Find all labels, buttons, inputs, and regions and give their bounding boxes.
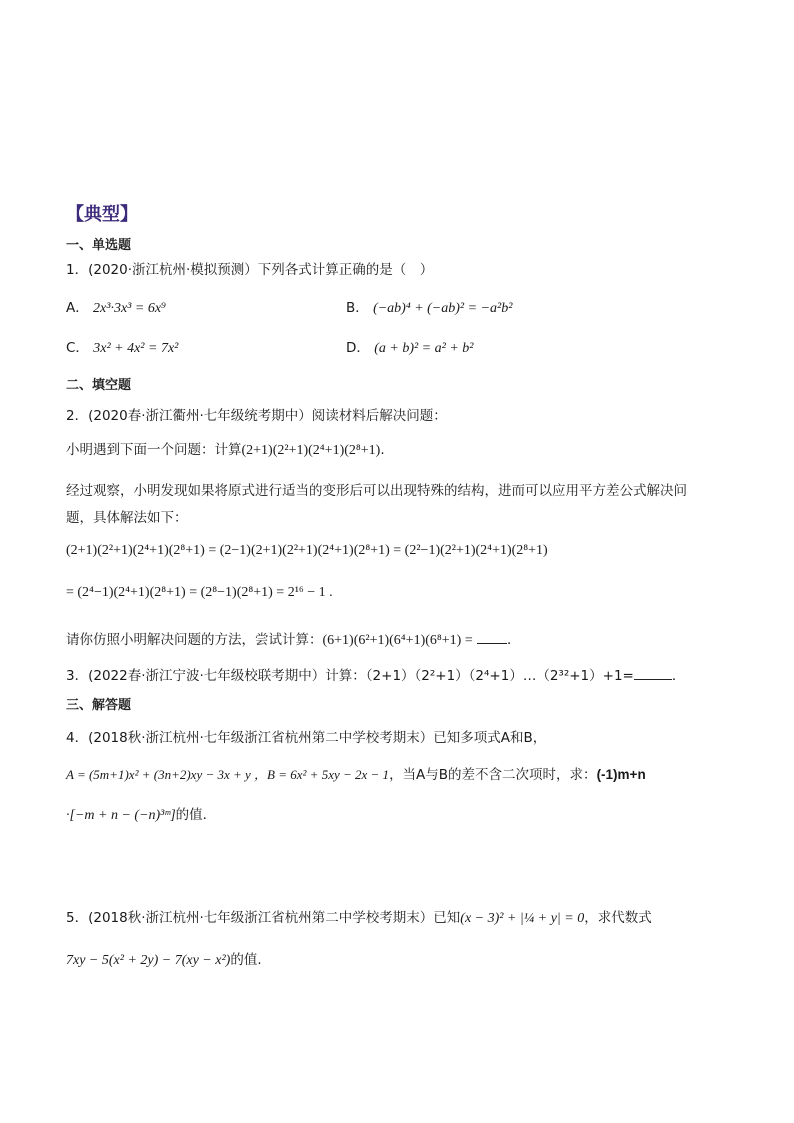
q1-option-a[interactable] bbox=[66, 296, 166, 317]
option-expression: 3x² + 4x² = 7x² bbox=[93, 341, 179, 356]
q3-answer-blank[interactable] bbox=[634, 665, 672, 680]
q1-option-d[interactable] bbox=[346, 336, 473, 357]
question-5 bbox=[66, 906, 652, 927]
q4-bracket-expression: ·[−m + n − (−n)³ᵐ] bbox=[66, 808, 176, 823]
q5-algebraic-expression: 7xy − 5(x² + 2y) − 7(xy − x²) bbox=[66, 953, 231, 968]
q4-end-text: 的值． bbox=[175, 807, 217, 823]
q4-line-3 bbox=[66, 803, 216, 824]
option-expression: 2x³·3x³ = 6x⁹ bbox=[93, 301, 166, 316]
q3-end: ． bbox=[671, 668, 686, 684]
question-3-stem: 3．(2022春·浙江宁波·七年级校联考期中）计算：（2+1）（2²+1）（2⁴+1）…（2³²+1）+1= bbox=[66, 668, 634, 684]
option-expression: (−ab)⁴ + (−ab)² = −a²b² bbox=[373, 301, 513, 316]
q5-line-2 bbox=[66, 948, 262, 969]
section-answer: 三、解答题 bbox=[66, 698, 132, 713]
q2-paragraph-line-2: 题，具体解法如下： bbox=[66, 510, 188, 526]
q5-condition-expression: (x − 3)² + |¼ + y| = 0 bbox=[460, 911, 585, 926]
q5-stem-end: ，求代数式 bbox=[584, 910, 652, 926]
question-3 bbox=[66, 664, 685, 684]
q2-paragraph-line-1: 经过观察，小明发现如果将原式进行适当的变形后可以出现特殊的结构，进而可以应用平方差公式解决问 bbox=[66, 483, 687, 499]
q2-equation-line-2: = (2⁴−1)(2⁴+1)(2⁸+1) = (2⁸−1)(2⁸+1) = 2¹⁶ − 1 . bbox=[66, 585, 333, 600]
section-single-choice: 一、单选题 bbox=[66, 238, 132, 253]
q2-intro-expression: (2+1)(2²+1)(2⁴+1)(2⁸+1) bbox=[241, 443, 381, 458]
section-fill-blank: 二、填空题 bbox=[66, 378, 132, 393]
question-2-stem: 2．(2020春·浙江衢州·七年级统考期中）阅读材料后解决问题： bbox=[66, 408, 447, 424]
question-5-stem: 5．(2018秋·浙江杭州·七年级浙江省杭州第二中学校考期末）已知 bbox=[66, 910, 461, 926]
option-label: B． bbox=[346, 300, 369, 316]
q2-task-text: 请你仿照小明解决问题的方法，尝试计算： bbox=[66, 632, 323, 648]
q1-option-b[interactable] bbox=[346, 296, 512, 317]
q4-line-2 bbox=[66, 763, 646, 783]
q2-task-end: ． bbox=[507, 632, 521, 648]
option-label: D． bbox=[346, 340, 370, 356]
q2-answer-blank[interactable] bbox=[477, 629, 507, 644]
q4-bold-expression: (-1)m+n bbox=[596, 767, 646, 782]
q2-task-expression: (6+1)(6²+1)(6⁴+1)(6⁸+1) = bbox=[322, 633, 473, 648]
q2-intro bbox=[66, 438, 385, 459]
q4-condition-text: ，当A与B的差不含二次项时，求： bbox=[389, 767, 597, 783]
page-heading: 【典型】 bbox=[66, 204, 138, 225]
question-1-stem: 1．(2020·浙江杭州·模拟预测）下列各式计算正确的是（ ） bbox=[66, 262, 434, 278]
option-expression: (a + b)² = a² + b² bbox=[374, 341, 474, 356]
q5-end-text: 的值. bbox=[230, 952, 262, 968]
q2-intro-end: . bbox=[380, 442, 385, 458]
q2-equation-line-1: (2+1)(2²+1)(2⁴+1)(2⁸+1) = (2−1)(2+1)(2²+1)(2⁴+1)(2⁸+1) = (2²−1)(2²+1)(2⁴+1)(2⁸+1) bbox=[66, 543, 548, 558]
option-label: A． bbox=[66, 300, 89, 316]
option-label: C． bbox=[66, 340, 89, 356]
q2-task bbox=[66, 628, 521, 649]
q1-option-c[interactable] bbox=[66, 336, 178, 357]
q2-intro-text: 小明遇到下面一个问题：计算 bbox=[66, 442, 242, 458]
q4-polynomials: A = (5m+1)x² + (3n+2)xy − 3x + y ，B = 6x² + 5xy − 2x − 1 bbox=[66, 767, 390, 782]
question-4-stem: 4．(2018秋·浙江杭州·七年级浙江省杭州第二中学校考期末）已知多项式A和B， bbox=[66, 730, 547, 746]
